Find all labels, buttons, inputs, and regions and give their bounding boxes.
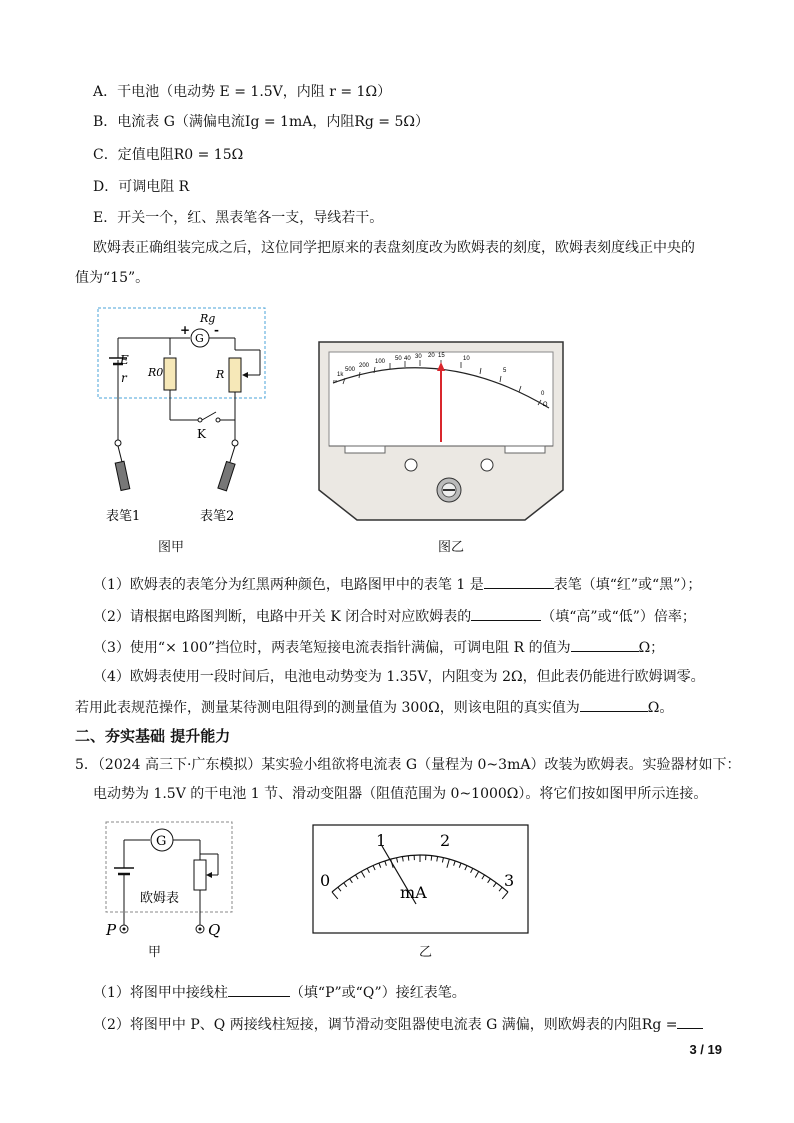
scale-label: 50 (395, 356, 402, 362)
scale-label: 5 (503, 368, 507, 374)
scale-label: 30 (415, 354, 422, 360)
ohmmeter-face (315, 338, 567, 534)
q4-part1: （1）欧姆表的表笔分为红黑两种颜色，电路图甲中的表笔 1 是 表笔（填“红”或“黑”）； (93, 574, 701, 595)
answer-blank[interactable] (228, 982, 290, 997)
item-c: C．定值电阻R0 = 15Ω (93, 147, 244, 163)
milliammeter-face (312, 824, 530, 936)
resistor-R (229, 358, 241, 392)
unit-label: mA (400, 883, 427, 902)
scale-label: 40 (404, 356, 411, 362)
caption-q5-a: 甲 (148, 945, 162, 960)
scale-label: 0 (541, 391, 545, 397)
scale-label: ∞ (333, 379, 338, 385)
scale-label: 2 (440, 831, 451, 850)
caption-fig-a: 图甲 (158, 540, 185, 555)
scale-label: 500 (345, 367, 356, 373)
scale-label: 100 (375, 359, 386, 365)
caption-fig-b: 图乙 (438, 540, 465, 555)
svg-text:-: - (214, 323, 219, 337)
intro-line-2: 值为“15”。 (75, 270, 150, 286)
scale-label: 200 (359, 363, 370, 369)
svg-text:G: G (156, 834, 167, 849)
answer-blank[interactable] (571, 637, 639, 652)
item-a: A．干电池（电动势 E = 1.5V，内阻 r = 1Ω） (93, 84, 392, 100)
svg-text:+: + (180, 323, 191, 337)
scale-label: 0 (320, 871, 331, 890)
scale-label: 1 (376, 831, 387, 850)
q4-part4-line1: （4）欧姆表使用一段时间后，电池电动势变为 1.35V，内阻变为 2Ω，但此表仍能进行欧姆调零。 (93, 669, 705, 685)
item-e: E．开关一个，红、黑表笔各一支，导线若干。 (93, 210, 384, 226)
answer-blank[interactable] (484, 574, 554, 589)
q5-part1: （1）将图甲中接线柱 （填“P”或“Q”）接红表笔。 (93, 982, 466, 1003)
resistor-R0 (164, 358, 176, 390)
rheostat-icon (194, 860, 206, 890)
item-d: D．可调电阻 R (93, 179, 190, 195)
svg-text:Q: Q (208, 921, 221, 939)
caption-q5-b: 乙 (419, 945, 433, 960)
q5-line1: 5．（2024 高三下·广东模拟）某实验小组欲将电流表 G（量程为 0~3mA）改装为欧姆表。实验器材如下： (75, 757, 741, 773)
label-R0: R0 (148, 366, 164, 379)
label-pen2: 表笔2 (200, 509, 235, 524)
q4-part4-line2: 若用此表规范操作，测量某待测电阻得到的测量值为 300Ω，则该电阻的真实值为 Ω。 (75, 697, 673, 718)
scale-label: 15 (438, 353, 445, 359)
page-number: 3 / 19 (689, 1042, 722, 1057)
svg-text:欧姆表: 欧姆表 (140, 891, 180, 906)
answer-blank[interactable] (580, 697, 648, 712)
intro-line-1: 欧姆表正确组装完成之后，这位同学把原来的表盘刻度改为欧姆表的刻度，欧姆表刻度线正中央的 (93, 240, 695, 256)
label-Rg: Rg (200, 312, 216, 325)
answer-blank[interactable] (471, 606, 541, 621)
label-R: R (216, 368, 225, 381)
label-pen1: 表笔1 (106, 509, 141, 524)
circuit-diagram-1 (90, 300, 290, 530)
probe-1-icon (115, 461, 130, 490)
q5-part2: （2）将图甲中 P、Q 两接线柱短接，调节滑动变阻器使电流表 G 满偏，则欧姆表的内阻Rg = (93, 1014, 703, 1035)
scale-tick (431, 856, 432, 861)
scale-label: 1k (337, 372, 344, 378)
terminal-icon (405, 459, 417, 471)
scale-unit: Ω (543, 402, 548, 408)
label-E: E (120, 353, 129, 367)
svg-text:P: P (106, 921, 117, 939)
circuit-diagram-2 (100, 818, 240, 958)
label-r: r (121, 371, 127, 385)
q5-line2: 电动势为 1.5V 的干电池 1 节、滑动变阻器（阻值范围为 0~1000Ω）。将它们按如图甲所示连接。 (93, 786, 708, 802)
label-K: K (197, 427, 206, 441)
terminal-icon (481, 459, 493, 471)
section-title: 二、夯实基础 提升能力 (75, 727, 231, 745)
item-b: B．电流表 G（满偏电流Ig = 1mA，内阻Rg = 5Ω） (93, 114, 429, 130)
label-G: G (195, 332, 204, 345)
probe-2-icon (218, 461, 235, 490)
scale-label: 10 (463, 356, 470, 362)
scale-label: 20 (428, 353, 435, 359)
scale-label: 3 (504, 871, 515, 890)
q4-part2: （2）请根据电路图判断，电路中开关 K 闭合时对应欧姆表的 （填“高”或“低”）倍率； (93, 606, 696, 627)
scale-tick (408, 856, 409, 861)
answer-blank[interactable] (677, 1014, 703, 1029)
q4-part3: （3）使用“× 100”挡位时，两表笔短接电流表指针满偏，可调电阻 R 的值为 Ω； (93, 637, 664, 658)
